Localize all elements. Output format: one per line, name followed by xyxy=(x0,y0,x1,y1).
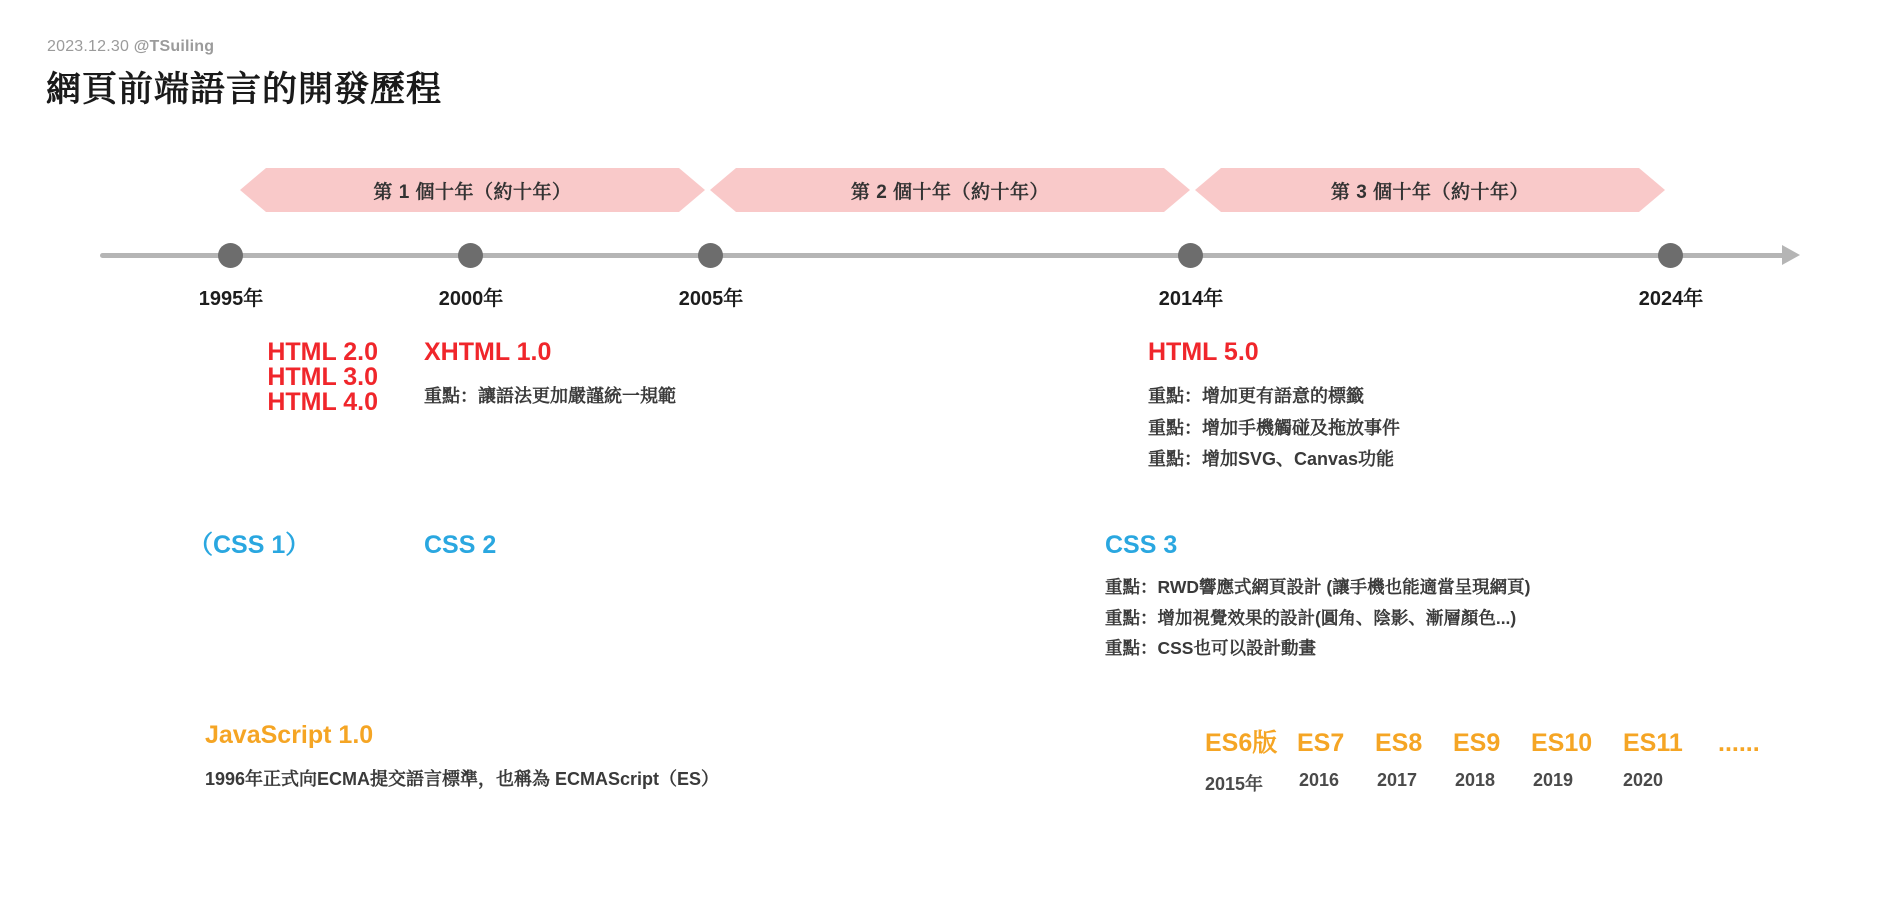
css3-note-3: 重點：CSS也可以設計動畫 xyxy=(1105,638,1316,659)
timeline-label-2014: 2014年 xyxy=(1158,288,1224,310)
css3-title: CSS 3 xyxy=(1105,531,1178,559)
timeline-dot-2005 xyxy=(698,243,723,268)
css1-group xyxy=(188,533,310,558)
html5-title: HTML 5.0 xyxy=(1148,338,1259,366)
es-item-es7: ES7 xyxy=(1297,729,1345,757)
html5-note-3: 重點：增加SVG、Canvas功能 xyxy=(1148,449,1395,469)
es-year-2017: 2017 xyxy=(1377,770,1418,790)
html-version-2: HTML 2.0 xyxy=(267,338,378,366)
css1-title: （CSS 1） xyxy=(188,531,311,559)
arrow-right-icon xyxy=(1782,245,1800,265)
es-year-2019: 2019 xyxy=(1533,770,1574,790)
timeline-label-2000: 2000年 xyxy=(438,288,504,310)
es-item-es10: ES10 xyxy=(1531,729,1593,757)
es-version-list xyxy=(1205,723,1760,759)
xhtml-title: XHTML 1.0 xyxy=(424,338,552,366)
timeline-dot-2014 xyxy=(1178,243,1203,268)
xhtml-note: 重點：讓語法更加嚴謹統一規範 xyxy=(424,386,676,406)
javascript-title: JavaScript 1.0 xyxy=(205,721,374,749)
es-year-2016: 2016 xyxy=(1299,770,1340,790)
html5-2014-group xyxy=(1148,340,1400,476)
html-version-3: HTML 3.0 xyxy=(267,363,378,391)
html-version-4: HTML 4.0 xyxy=(267,388,378,416)
es-year-2015: 2015年 xyxy=(1205,774,1264,794)
timeline-label-2024: 2024年 xyxy=(1638,288,1704,310)
decade-label-3: 第 3 個十年（約十年） xyxy=(1330,181,1530,203)
html-1995-group xyxy=(98,340,378,415)
decade-band-3 xyxy=(1195,168,1665,212)
css3-note-2: 重點：增加視覺效果的設計(圓角、陰影、漸層顏色...) xyxy=(1105,607,1517,628)
es-item-es8: ES8 xyxy=(1375,729,1423,757)
html5-note-1: 重點：增加更有語意的標籤 xyxy=(1148,386,1364,406)
timeline-dot-2024 xyxy=(1658,243,1683,268)
decade-label-1: 第 1 個十年（約十年） xyxy=(373,181,572,203)
decade-band-1 xyxy=(240,168,705,212)
decade-band-2 xyxy=(710,168,1190,212)
byline-date: 2023.12.30 xyxy=(47,38,130,55)
es-item-es6: ES6版 xyxy=(1205,729,1278,757)
timeline-dot-2000 xyxy=(458,243,483,268)
javascript-group xyxy=(205,723,719,796)
timeline-label-2005: 2005年 xyxy=(678,288,744,310)
es-item-more: ...... xyxy=(1718,729,1760,757)
javascript-note: 1996年正式向ECMA提交語言標準，也稱為 ECMAScript（ES） xyxy=(205,769,720,789)
timeline-axis xyxy=(100,253,1790,258)
page-title: 網頁前端語言的開發歷程 xyxy=(46,70,443,109)
timeline-label-1995: 1995年 xyxy=(198,288,264,310)
byline-handle: @TSuiling xyxy=(133,38,215,55)
es-item-es9: ES9 xyxy=(1453,729,1501,757)
css3-group xyxy=(1105,533,1531,664)
css2-group xyxy=(424,533,496,558)
timeline-dot-1995 xyxy=(218,243,243,268)
es-year-2020: 2020 xyxy=(1623,770,1664,790)
css2-title: CSS 2 xyxy=(424,531,497,559)
es-year-2018: 2018 xyxy=(1455,770,1496,790)
es-year-list xyxy=(1205,770,1760,796)
html5-note-2: 重點：增加手機觸碰及拖放事件 xyxy=(1148,417,1400,438)
css3-note-1: 重點：RWD響應式網頁設計 (讓手機也能適當呈現網頁) xyxy=(1105,577,1531,597)
decade-label-2: 第 2 個十年（約十年） xyxy=(850,181,1050,203)
es-versions-group xyxy=(1205,723,1760,796)
xhtml-2000-group xyxy=(424,340,676,413)
es-item-es11: ES11 xyxy=(1623,729,1683,757)
byline xyxy=(47,38,214,56)
